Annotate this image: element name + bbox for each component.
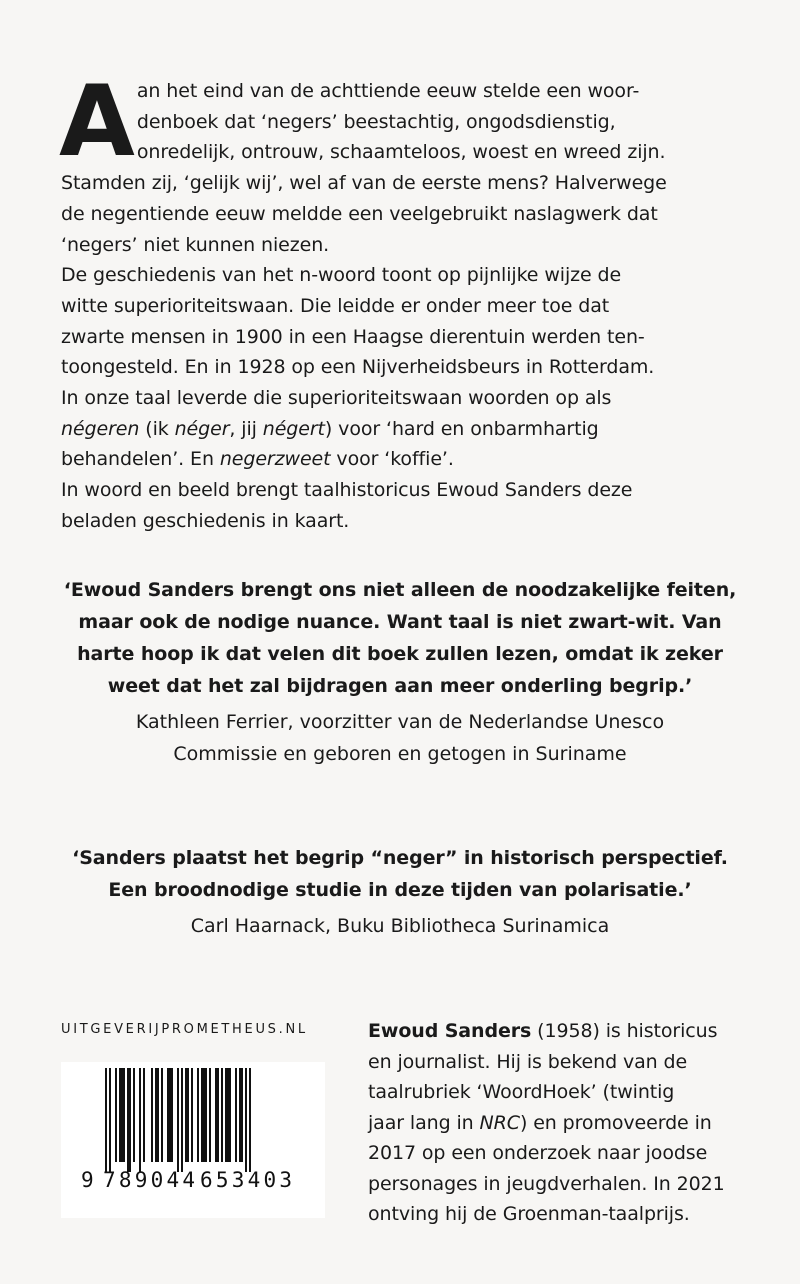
blurb-line: beladen geschiedenis in kaart. (61, 509, 350, 532)
attribution-line: Carl Haarnack, Buku Bibliotheca Surinamica (190, 915, 610, 937)
barcode-digits-left: 789044 (103, 1168, 195, 1192)
quote-text (0, 574, 800, 702)
drop-cap: A (59, 65, 133, 179)
barcode-bar (221, 1068, 223, 1162)
quote-line: maar ook de nodige nuance. Want taal is niet zwart-wit. Van (78, 611, 722, 633)
quote-line: ‘Sanders plaatst het begrip “neger” in historisch perspectief. (72, 847, 728, 869)
barcode-bar (239, 1068, 243, 1162)
quote-attribution (0, 706, 800, 770)
bio-line (368, 1108, 738, 1139)
endorsement-quote-2 (0, 842, 800, 942)
barcode-bar (105, 1068, 107, 1172)
blurb-text (59, 65, 741, 537)
barcode-bar (161, 1068, 163, 1162)
blurb-fragment: voor ‘koffie’. (330, 448, 454, 471)
barcode-bar (119, 1068, 125, 1162)
barcode-bar (167, 1068, 173, 1162)
bio-line: ontving hij de Groenman-taalprijs. (368, 1203, 690, 1225)
barcode-bar (109, 1068, 111, 1172)
italic-word: négeren (61, 417, 140, 440)
blurb-line: toongesteld. En in 1928 op een Nijverheidsbeurs in Rotterdam. (61, 356, 655, 379)
barcode-bar (209, 1068, 211, 1162)
attribution-line: Kathleen Ferrier, voorzitter van de Nederlandse Unesco (135, 711, 665, 733)
bio-line: taalrubriek ‘WoordHoek’ (twintig (368, 1081, 675, 1103)
blurb-line: denboek dat ‘negers’ beestachtig, ongodsdienstig, (136, 110, 616, 133)
barcode-bar (235, 1068, 237, 1162)
blurb-line: De geschiedenis van het n-woord toont op pijnlijke wijze de (61, 264, 622, 287)
blurb-line: witte superioriteitswaan. Die leidde er onder meer toe dat (61, 294, 610, 317)
barcode-bar (177, 1068, 179, 1172)
bio-line: 2017 op een onderzoek naar joodse (368, 1142, 708, 1164)
publisher-url[interactable]: UITGEVERIJPROMETHEUS.NL (61, 1022, 308, 1037)
barcode-bar (155, 1068, 159, 1162)
barcode-bar (115, 1068, 117, 1162)
attribution-line: Commissie en geboren en getogen in Suriname (173, 743, 627, 765)
quote-line: ‘Ewoud Sanders brengt ons niet alleen de noodzakelijke feiten, (63, 579, 737, 601)
quote-text (0, 842, 800, 906)
author-bio (368, 1016, 738, 1230)
barcode-bar (143, 1068, 145, 1162)
blurb-line: ‘negers’ niet kunnen niezen. (61, 233, 330, 256)
barcode-bar (245, 1068, 247, 1172)
italic-word: négert (262, 417, 325, 440)
bio-fragment: (1958) is historicus (531, 1020, 718, 1042)
blurb-line: In woord en beeld brengt taalhistoricus Ewoud Sanders deze (61, 479, 633, 502)
endorsement-quote-1 (0, 574, 800, 770)
barcode-first-digit: 9 (81, 1168, 94, 1192)
blurb-line: Stamden zij, ‘gelijk wij’, wel af van de eerste mens? Halverwege (61, 172, 667, 195)
blurb-line: In onze taal leverde die superioriteitswaan woorden op als (61, 387, 612, 410)
quote-line: weet dat het zal bijdragen aan meer onderling begrip.’ (107, 675, 693, 697)
barcode-bar (139, 1068, 141, 1172)
blurb-line (61, 444, 741, 475)
barcode-bar (133, 1068, 135, 1162)
barcode-graphic (61, 1062, 325, 1218)
barcode-digits-right: 653403 (200, 1168, 292, 1192)
blurb-fragment: , jij (229, 417, 263, 440)
barcode-bar (127, 1068, 131, 1172)
blurb-line: an het eind van de achttiende eeuw stelde een woor- (136, 80, 640, 102)
blurb-line: zwarte mensen in 1900 in een Haagse dierentuin werden ten- (61, 325, 645, 348)
barcode-bar (191, 1068, 193, 1162)
barcode-bar (225, 1068, 231, 1162)
bio-line: personages in jeugdverhalen. In 2021 (368, 1172, 725, 1195)
quote-line: Een broodnodige studie in deze tijden van polarisatie.’ (108, 879, 692, 901)
italic-word: néger (174, 417, 230, 440)
italic-word: NRC (479, 1111, 520, 1134)
barcode-bar (249, 1068, 251, 1172)
barcode-bar (201, 1068, 207, 1162)
italic-word: negerzweet (219, 448, 331, 471)
quote-line: harte hoop ik dat velen dit boek zullen lezen, omdat ik zeker (77, 643, 723, 665)
blurb-line: de negentiende eeuw meldde een veelgebruikt naslagwerk dat (61, 202, 658, 225)
bio-fragment: ) en promoveerde in (519, 1111, 712, 1134)
blurb-fragment: (ik (139, 417, 175, 440)
blurb-fragment: ) voor ‘hard en onbarmhartig (324, 417, 599, 440)
barcode-bar (197, 1068, 199, 1162)
barcode-bar (185, 1068, 189, 1162)
barcode-bar (181, 1068, 183, 1172)
barcode-bar (215, 1068, 219, 1162)
barcode-bars (105, 1068, 251, 1172)
blurb-fragment: behandelen’. En (61, 448, 220, 471)
blurb-line (61, 414, 741, 445)
barcode-bar (151, 1068, 153, 1162)
isbn-barcode (61, 1062, 325, 1218)
bio-line: en journalist. Hij is bekend van de (368, 1050, 688, 1073)
bio-fragment: jaar lang in (368, 1111, 480, 1134)
quote-attribution (0, 910, 800, 942)
bio-line (368, 1016, 738, 1047)
blurb-line: onredelijk, ontrouw, schaamteloos, woest en wreed zijn. (136, 141, 666, 164)
author-name: Ewoud Sanders (368, 1020, 532, 1042)
